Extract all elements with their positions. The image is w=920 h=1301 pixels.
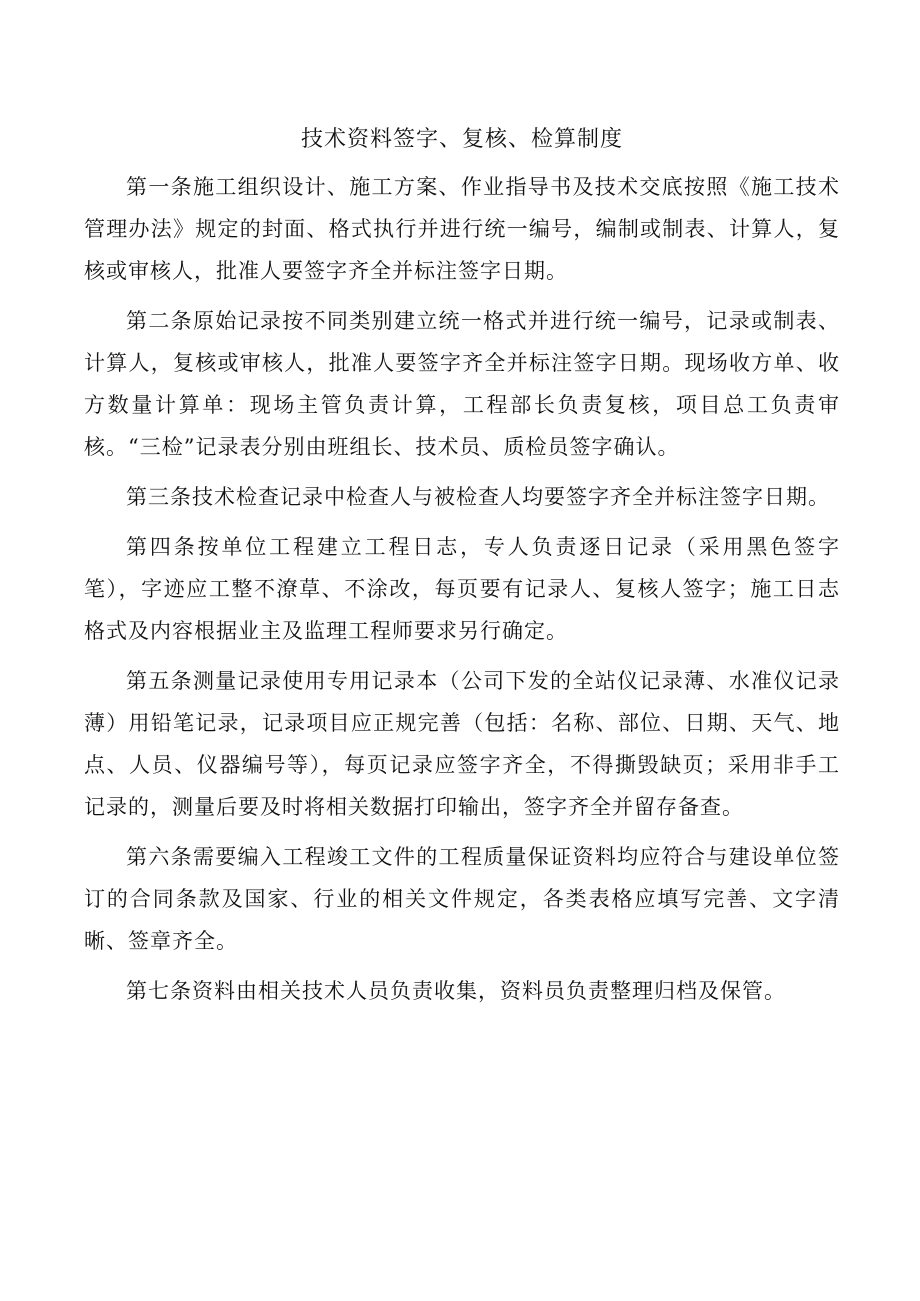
- article-2: 第二条原始记录按不同类别建立统一格式并进行统一编号，记录或制表、计算人，复核或审核人，批准人要签字齐全并标注签字日期。现场收方单、收方数量计算单：现场主管负责计算，工程部长负责复核，项目总工负责审核。“三检”记录表分别由班组长、技术员、质检员签字确认。: [84, 309, 840, 459]
- article-6: 第六条需要编入工程竣工文件的工程质量保证资料均应符合与建设单位签订的合同条款及国家、行业的相关文件规定，各类表格应填写完善、文字清晰、签章齐全。: [84, 845, 840, 953]
- article-5: 第五条测量记录使用专用记录本（公司下发的全站仪记录薄、水准仪记录薄）用铅笔记录，记录项目应正规完善（包括：名称、部位、日期、天气、地点、人员、仪器编号等），每页记录应签字齐全，不得撕毁缺页；采用非手工记录的，测量后要及时将相关数据打印输出，签字齐全并留存备查。: [84, 669, 840, 819]
- article-1: 第一条施工组织设计、施工方案、作业指导书及技术交底按照《施工技术管理办法》规定的封面、格式执行并进行统一编号，编制或制表、计算人，复核或审核人，批准人要签字齐全并标注签字日期。: [84, 175, 840, 283]
- article-3: 第三条技术检查记录中检查人与被检查人均要签字齐全并标注签字日期。: [126, 485, 830, 509]
- article-4: 第四条按单位工程建立工程日志，专人负责逐日记录（采用黑色签字笔），字迹应工整不潦草、不涂改，每页要有记录人、复核人签字；施工日志格式及内容根据业主及监理工程师要求另行确定。: [84, 535, 840, 643]
- document-title: 技术资料签字、复核、检算制度: [300, 127, 623, 152]
- article-7: 第七条资料由相关技术人员负责收集，资料员负责整理归档及保管。: [126, 979, 786, 1003]
